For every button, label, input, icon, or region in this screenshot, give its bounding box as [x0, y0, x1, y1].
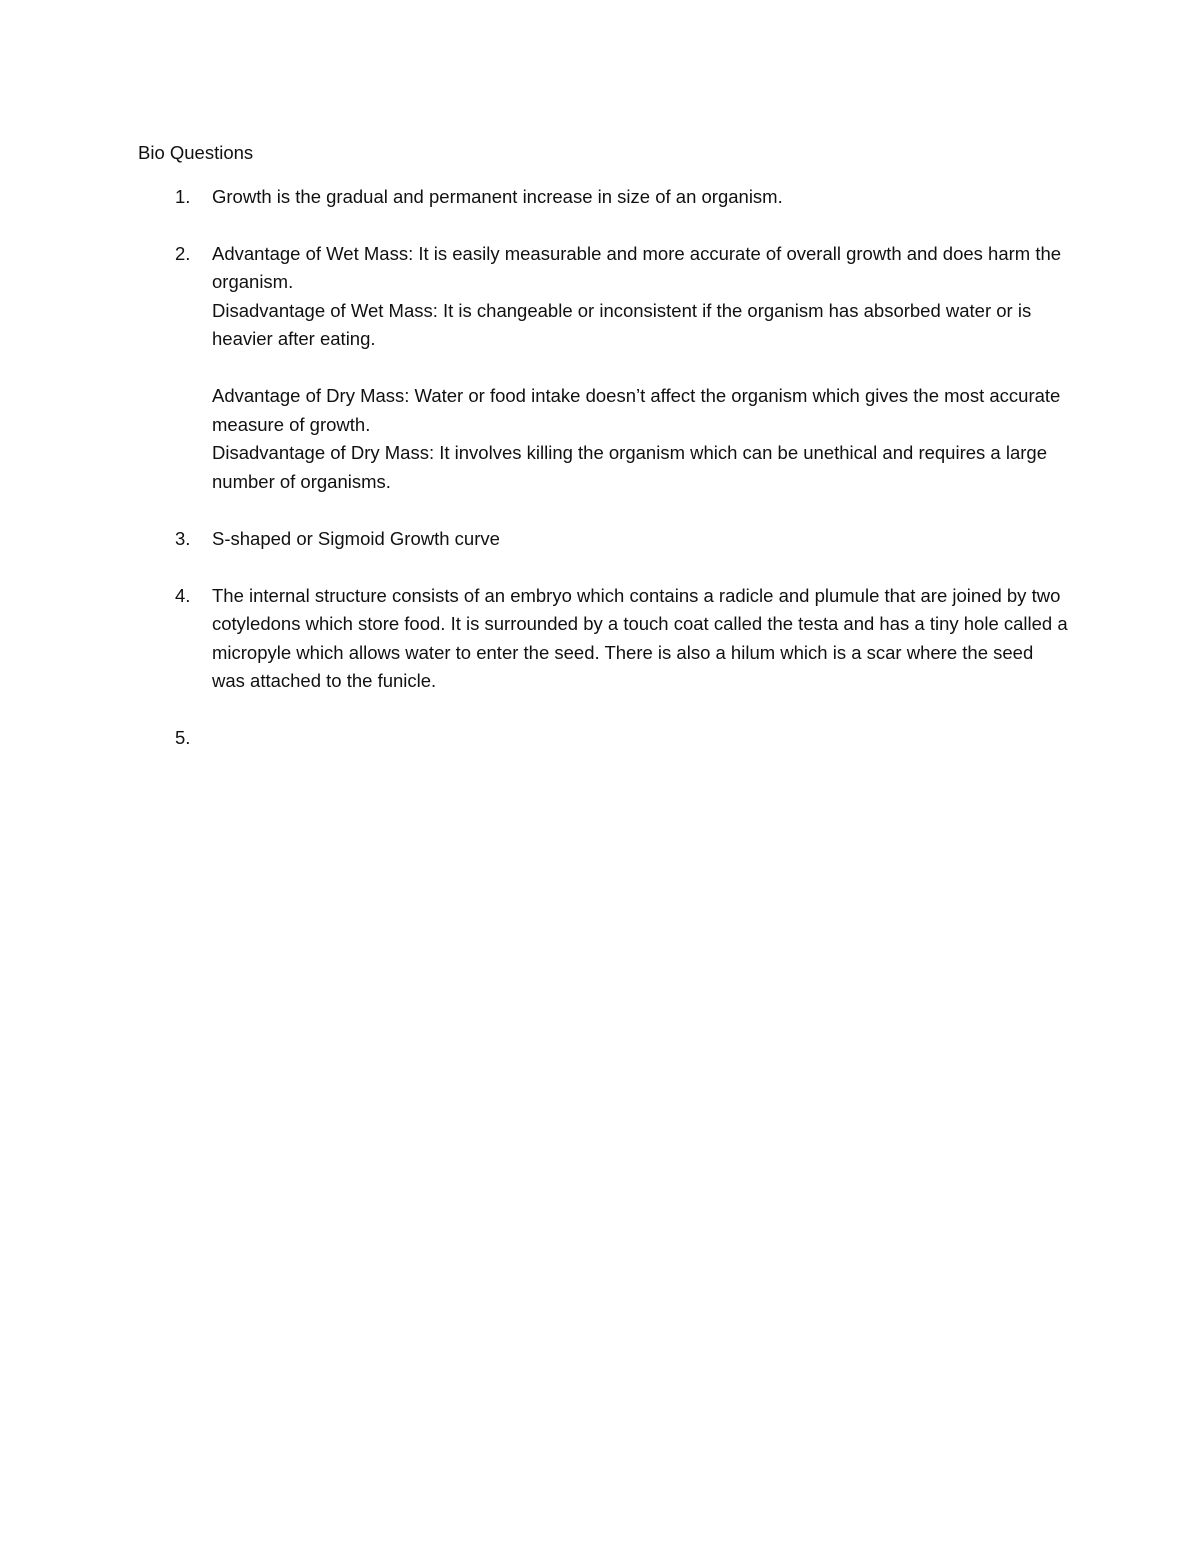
question-1: [138, 183, 1068, 212]
answer-text-dry-mass-advantage: Advantage of Dry Mass: Water or food intake doesn’t affect the organism which gives the most accurate measure of growth.: [212, 385, 1061, 435]
answer-text-wet-mass-disadvantage: Disadvantage of Wet Mass: It is changeable or inconsistent if the organism has absorbed water or is heavier after eating.: [212, 299, 1032, 349]
answer-text-dry-mass-disadvantage: Disadvantage of Dry Mass: It involves killing the organism which can be unethical and requires a large number of organisms.: [212, 442, 1047, 492]
question-number: 3.: [175, 527, 191, 549]
question-number: 1.: [175, 185, 191, 207]
question-number: 4.: [175, 584, 191, 606]
document-body: [138, 139, 1068, 781]
paragraph-spacer: [212, 354, 1068, 383]
answer-text: The internal structure consists of an embryo which contains a radicle and plumule that are joined by two cotyledons which store food. It is surrounded by a touch coat called the testa and has a tiny hole called a micropyle which allows water to enter the seed. There is also a hilum which is a scar where the seed was attached to the funicle.: [212, 584, 1068, 691]
answer-text-wet-mass-advantage: Advantage of Wet Mass: It is easily measurable and more accurate of overall growth and does harm the organism.: [212, 242, 1062, 292]
question-number: 2.: [175, 242, 191, 264]
answer-text: S-shaped or Sigmoid Growth curve: [212, 527, 500, 549]
question-5: [138, 724, 1068, 753]
question-3: [138, 525, 1068, 554]
question-2: [138, 240, 1068, 497]
answer-text-empty: [212, 724, 1068, 753]
question-4: [138, 582, 1068, 696]
question-number: 5.: [175, 727, 191, 748]
answer-text: Growth is the gradual and permanent increase in size of an organism.: [212, 185, 783, 207]
question-list: [138, 183, 1068, 753]
document-title: Bio Questions: [138, 142, 254, 163]
